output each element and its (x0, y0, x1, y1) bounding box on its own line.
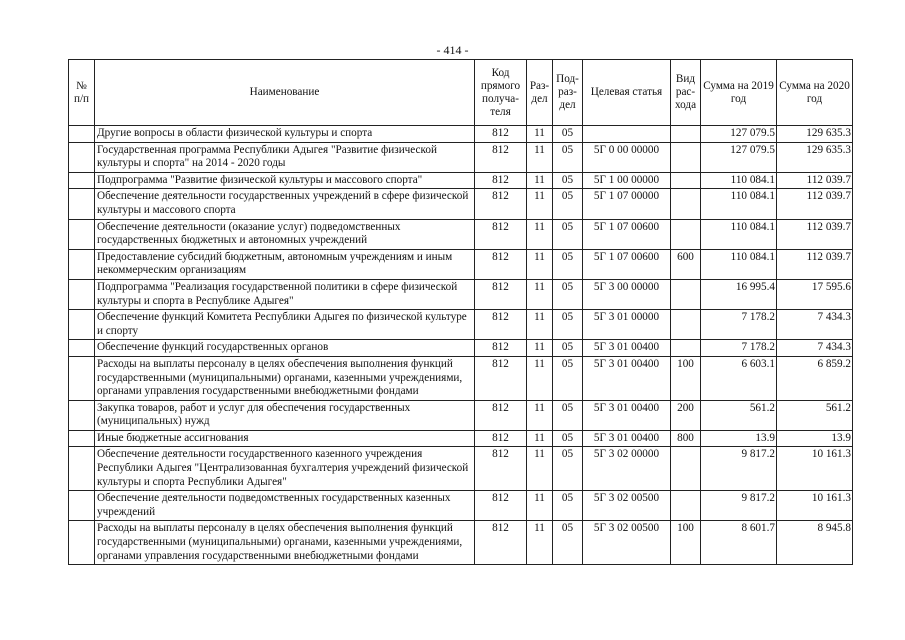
cell-target: 5Г 1 07 00600 (583, 219, 671, 249)
cell-sum-2019: 110 084.1 (701, 219, 777, 249)
cell-subsection: 05 (553, 430, 583, 447)
cell-name: Расходы на выплаты персоналу в целях обеспечения выполнения функций государственными (муниципальными) органами, казенными учреждениями, органами управления государственными внебюджетными фондами (95, 521, 475, 565)
cell-target: 5Г 0 00 00000 (583, 142, 671, 172)
cell-sum-2020: 13.9 (777, 430, 853, 447)
cell-name: Закупка товаров, работ и услуг для обеспечения государственных (муниципальных) нужд (95, 400, 475, 430)
cell-sum-2020: 10 161.3 (777, 447, 853, 491)
cell-code: 812 (475, 521, 527, 565)
cell-sum-2020: 6 859.2 (777, 356, 853, 400)
cell-subsection: 05 (553, 340, 583, 357)
cell-num (69, 189, 95, 219)
cell-name: Обеспечение деятельности государственного казенного учреждения Республики Адыгея "Централизованная бухгалтерия учреждений физической культуры и спорта Республики Адыгея" (95, 447, 475, 491)
cell-num (69, 126, 95, 143)
header-num: № п/п (69, 60, 95, 126)
table-row (69, 310, 853, 340)
budget-table (68, 59, 853, 565)
cell-sum-2020: 112 039.7 (777, 189, 853, 219)
cell-name: Подпрограмма "Реализация государственной политики в сфере физической культуры и спорта в Республике Адыгея" (95, 279, 475, 309)
cell-sum-2019: 110 084.1 (701, 172, 777, 189)
cell-name: Подпрограмма "Развитие физической культуры и массового спорта" (95, 172, 475, 189)
cell-sum-2019: 6 603.1 (701, 356, 777, 400)
cell-subsection: 05 (553, 219, 583, 249)
cell-section: 11 (527, 219, 553, 249)
cell-target: 5Г 1 00 00000 (583, 172, 671, 189)
cell-type (671, 491, 701, 521)
cell-num (69, 172, 95, 189)
cell-code: 812 (475, 249, 527, 279)
cell-type (671, 142, 701, 172)
cell-name: Государственная программа Республики Адыгея "Развитие физической культуры и спорта" на 2014 - 2020 годы (95, 142, 475, 172)
cell-type: 600 (671, 249, 701, 279)
cell-subsection: 05 (553, 447, 583, 491)
cell-target: 5Г 3 02 00500 (583, 521, 671, 565)
cell-code: 812 (475, 279, 527, 309)
cell-section: 11 (527, 142, 553, 172)
cell-num (69, 219, 95, 249)
cell-sum-2019: 7 178.2 (701, 340, 777, 357)
cell-sum-2019: 8 601.7 (701, 521, 777, 565)
cell-target: 5Г 3 00 00000 (583, 279, 671, 309)
cell-target: 5Г 3 01 00000 (583, 310, 671, 340)
cell-name: Обеспечение функций Комитета Республики Адыгея по физической культуре и спорту (95, 310, 475, 340)
header-target: Целевая статья (583, 60, 671, 126)
table-row (69, 491, 853, 521)
cell-name: Иные бюджетные ассигнования (95, 430, 475, 447)
cell-type: 100 (671, 356, 701, 400)
cell-section: 11 (527, 356, 553, 400)
cell-target: 5Г 3 01 00400 (583, 356, 671, 400)
cell-section: 11 (527, 430, 553, 447)
table-row (69, 172, 853, 189)
cell-type (671, 219, 701, 249)
cell-sum-2020: 561.2 (777, 400, 853, 430)
cell-name: Другие вопросы в области физической культуры и спорта (95, 126, 475, 143)
cell-subsection: 05 (553, 491, 583, 521)
cell-code: 812 (475, 491, 527, 521)
table-row (69, 340, 853, 357)
cell-sum-2020: 17 595.6 (777, 279, 853, 309)
cell-num (69, 310, 95, 340)
cell-subsection: 05 (553, 310, 583, 340)
cell-code: 812 (475, 430, 527, 447)
cell-subsection: 05 (553, 279, 583, 309)
cell-subsection: 05 (553, 142, 583, 172)
cell-name: Обеспечение деятельности подведомственных государственных казенных учреждений (95, 491, 475, 521)
cell-num (69, 142, 95, 172)
cell-code: 812 (475, 400, 527, 430)
cell-type (671, 189, 701, 219)
table-row (69, 521, 853, 565)
cell-code: 812 (475, 189, 527, 219)
cell-subsection: 05 (553, 126, 583, 143)
table-row (69, 356, 853, 400)
table-header-row (69, 60, 853, 126)
cell-section: 11 (527, 189, 553, 219)
cell-sum-2020: 8 945.8 (777, 521, 853, 565)
cell-target (583, 126, 671, 143)
cell-sum-2019: 561.2 (701, 400, 777, 430)
cell-code: 812 (475, 310, 527, 340)
cell-num (69, 447, 95, 491)
cell-name: Обеспечение функций государственных органов (95, 340, 475, 357)
cell-section: 11 (527, 126, 553, 143)
cell-num (69, 491, 95, 521)
cell-section: 11 (527, 491, 553, 521)
cell-code: 812 (475, 356, 527, 400)
cell-sum-2020: 7 434.3 (777, 310, 853, 340)
cell-target: 5Г 3 01 00400 (583, 400, 671, 430)
cell-sum-2019: 127 079.5 (701, 126, 777, 143)
cell-section: 11 (527, 447, 553, 491)
table-row (69, 400, 853, 430)
cell-section: 11 (527, 310, 553, 340)
cell-subsection: 05 (553, 172, 583, 189)
cell-section: 11 (527, 249, 553, 279)
cell-code: 812 (475, 126, 527, 143)
table-row (69, 249, 853, 279)
cell-sum-2019: 7 178.2 (701, 310, 777, 340)
cell-subsection: 05 (553, 521, 583, 565)
cell-num (69, 400, 95, 430)
cell-sum-2019: 110 084.1 (701, 189, 777, 219)
header-sum-2020: Сумма на 2020 год (777, 60, 853, 126)
cell-target: 5Г 3 01 00400 (583, 430, 671, 447)
cell-type (671, 172, 701, 189)
cell-sum-2020: 129 635.3 (777, 126, 853, 143)
cell-num (69, 249, 95, 279)
header-sum-2019: Сумма на 2019 год (701, 60, 777, 126)
cell-sum-2020: 112 039.7 (777, 172, 853, 189)
cell-type (671, 310, 701, 340)
cell-sum-2019: 13.9 (701, 430, 777, 447)
cell-type: 100 (671, 521, 701, 565)
cell-subsection: 05 (553, 400, 583, 430)
cell-name: Обеспечение деятельности (оказание услуг) подведомственных государственных бюджетных и автономных учреждений (95, 219, 475, 249)
cell-sum-2019: 9 817.2 (701, 491, 777, 521)
cell-section: 11 (527, 340, 553, 357)
cell-target: 5Г 3 02 00500 (583, 491, 671, 521)
cell-name: Предоставление субсидий бюджетным, автономным учреждениям и иным некоммерческим организациям (95, 249, 475, 279)
cell-sum-2020: 10 161.3 (777, 491, 853, 521)
table-row (69, 142, 853, 172)
header-code: Код прямого получа-теля (475, 60, 527, 126)
cell-code: 812 (475, 219, 527, 249)
page-number: - 414 - (436, 43, 469, 57)
cell-type (671, 447, 701, 491)
cell-sum-2020: 129 635.3 (777, 142, 853, 172)
cell-sum-2020: 112 039.7 (777, 219, 853, 249)
cell-type (671, 126, 701, 143)
cell-sum-2019: 16 995.4 (701, 279, 777, 309)
cell-target: 5Г 3 01 00400 (583, 340, 671, 357)
cell-section: 11 (527, 172, 553, 189)
cell-code: 812 (475, 340, 527, 357)
cell-target: 5Г 3 02 00000 (583, 447, 671, 491)
cell-num (69, 430, 95, 447)
cell-name: Расходы на выплаты персоналу в целях обеспечения выполнения функций государственными (муниципальными) органами, казенными учреждениями, органами управления государственными внебюджетными фондами (95, 356, 475, 400)
cell-num (69, 340, 95, 357)
cell-num (69, 279, 95, 309)
cell-sum-2019: 9 817.2 (701, 447, 777, 491)
cell-subsection: 05 (553, 189, 583, 219)
table-row (69, 430, 853, 447)
cell-code: 812 (475, 447, 527, 491)
table-body (69, 126, 853, 565)
cell-code: 812 (475, 142, 527, 172)
cell-sum-2020: 7 434.3 (777, 340, 853, 357)
cell-num (69, 356, 95, 400)
cell-code: 812 (475, 172, 527, 189)
table-row (69, 447, 853, 491)
cell-target: 5Г 1 07 00000 (583, 189, 671, 219)
header-subsection: Под-раз-дел (553, 60, 583, 126)
cell-name: Обеспечение деятельности государственных учреждений в сфере физической культуры и массового спорта (95, 189, 475, 219)
cell-type: 200 (671, 400, 701, 430)
cell-num (69, 521, 95, 565)
table-row (69, 219, 853, 249)
header-name: Наименование (95, 60, 475, 126)
cell-type (671, 279, 701, 309)
cell-subsection: 05 (553, 356, 583, 400)
header-type: Вид рас-хода (671, 60, 701, 126)
table-row (69, 126, 853, 143)
cell-section: 11 (527, 521, 553, 565)
header-section: Раз-дел (527, 60, 553, 126)
table-row (69, 189, 853, 219)
cell-type (671, 340, 701, 357)
cell-sum-2020: 112 039.7 (777, 249, 853, 279)
cell-sum-2019: 110 084.1 (701, 249, 777, 279)
table-row (69, 279, 853, 309)
cell-section: 11 (527, 279, 553, 309)
cell-sum-2019: 127 079.5 (701, 142, 777, 172)
cell-section: 11 (527, 400, 553, 430)
cell-target: 5Г 1 07 00600 (583, 249, 671, 279)
cell-subsection: 05 (553, 249, 583, 279)
cell-type: 800 (671, 430, 701, 447)
